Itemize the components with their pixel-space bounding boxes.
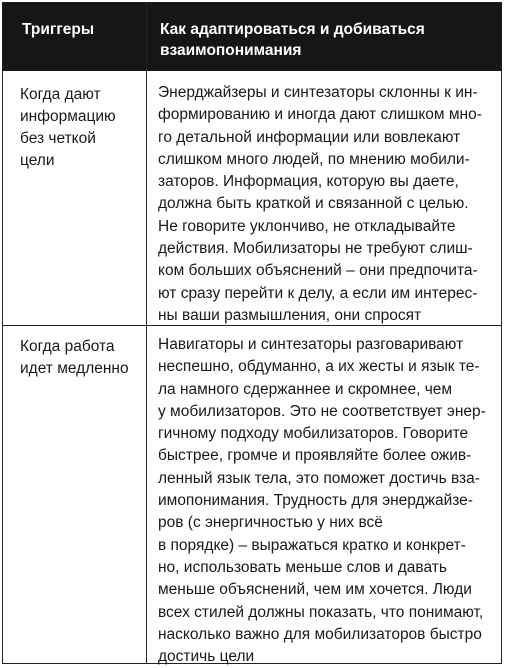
advice-line: быстрее, громче и проявляйте более ожив- — [158, 447, 472, 465]
trigger-line: без четкой — [20, 130, 96, 147]
advice-line: ны ваши размышления, они спросят — [158, 306, 422, 324]
advice-line: ров (с энергичностью у них всё — [158, 514, 383, 532]
advice-line: ют сразу перейти к делу, а если им интерес- — [158, 284, 478, 302]
advice-line: ла намного сдержаннее и скромнее, чем — [158, 380, 453, 398]
advice-line: но, использовать меньше слов и давать — [158, 558, 447, 576]
advice-line: слишком много людей, по мнению мобили- — [158, 150, 470, 168]
advice-line: достичь цели — [158, 648, 255, 666]
advice-line: гичному подходу мобилизаторов. Говорите — [158, 425, 469, 443]
trigger-line: Когда дают — [20, 86, 101, 103]
advice-line: в порядке) – выражаться кратко и конкрет- — [158, 536, 466, 554]
row-1-advice — [158, 82, 498, 327]
advice-line: Не говорите уклончиво, не откладывайте — [158, 217, 456, 235]
trigger-line: Когда работа — [20, 338, 115, 355]
advice-line: неспешно, обдуманно, а их жесты и язык те- — [158, 358, 480, 376]
advice-line: ленный язык тела, это поможет достичь вза- — [158, 469, 480, 487]
row-1-trigger — [20, 84, 142, 172]
column-divider — [146, 3, 147, 663]
row-2-trigger — [20, 336, 142, 380]
table-header — [3, 3, 501, 71]
advice-line: заторов. Информация, которую вы даете, — [158, 173, 459, 191]
trigger-line: цели — [20, 152, 55, 169]
advice-line: насколько важно для мобилизаторов быстро — [158, 625, 482, 643]
trigger-line: информацию — [20, 108, 116, 125]
advice-line: действия. Мобилизаторы не требуют слиш- — [158, 240, 473, 258]
advice-line: формированию и иногда дают слишком мно- — [158, 106, 482, 124]
advice-line: го детальной информации или вовлекают — [158, 128, 461, 146]
header-adapt-line: Как адаптироваться и добиваться — [160, 21, 425, 38]
advice-line: должна быть краткой и связанной с целью. — [158, 195, 469, 213]
advice-line: всех стилей должны показать, что понимают, — [158, 603, 484, 621]
triggers-table — [2, 2, 502, 664]
advice-line: Энерджайзеры и синтезаторы склонны к ин- — [158, 84, 478, 101]
advice-line: имопонимания. Трудность для энерджайзе- — [158, 492, 473, 510]
row-2-advice — [158, 334, 498, 668]
header-adapt-line: взаимопонимания — [160, 42, 302, 59]
advice-line: меньше объяснений, чем им хочется. Люди — [158, 581, 472, 599]
header-adapt — [160, 19, 490, 61]
advice-line: Навигаторы и синтезаторы разговаривают — [158, 336, 464, 353]
trigger-line: идет медленно — [20, 360, 129, 377]
advice-line: ком больших объяснений – они предпочита- — [158, 262, 478, 280]
advice-line: у мобилизаторов. Это не соответствует энер- — [158, 402, 486, 420]
row-divider — [3, 325, 501, 326]
header-triggers: Триггеры — [22, 21, 95, 38]
